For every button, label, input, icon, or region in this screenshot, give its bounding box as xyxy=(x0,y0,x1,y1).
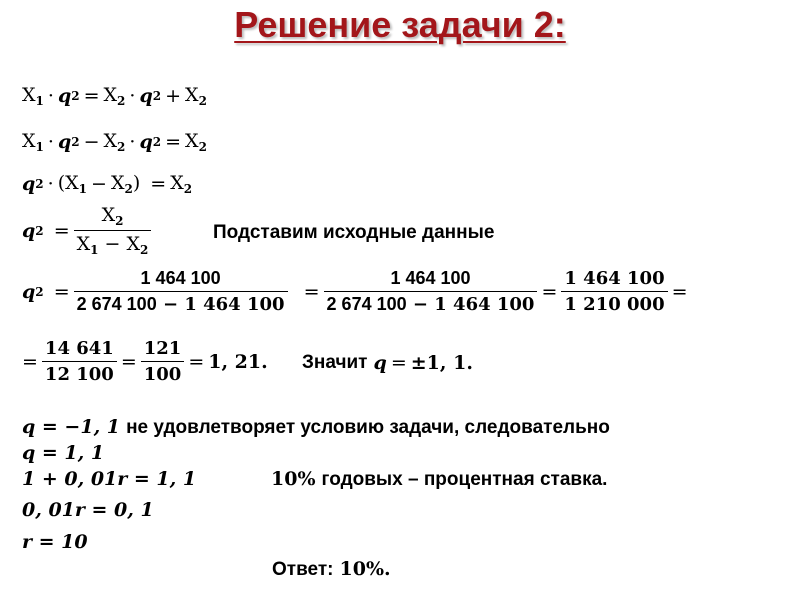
r-equation-1: 0, 01r = 0, 1 xyxy=(22,499,154,521)
reject-line: q = −1, 1 не удовлетворяет условию задачи, следовательно xyxy=(22,416,610,438)
page-title: Решение задачи 2: xyxy=(234,4,566,45)
fraction-1: $\frac{1 464 100}{2 674 100 - 1 464 100}$ xyxy=(74,268,288,315)
q-value-line: q = 1, 1 xyxy=(22,442,105,464)
substitute-note: Подставим исходные данные xyxy=(213,222,495,243)
r-equation-2: r = 10 xyxy=(22,531,88,553)
equation-4: q 2 = $\frac{Х_2}{Х_1 - Х_2}$ xyxy=(22,204,151,257)
equation-3: q 2 · ($Х_1$ − $Х_2$) = $Х_2$ xyxy=(22,172,193,196)
equation-6: = $\frac{14 641}{12 100}$ = $\frac{121}{100}$ = 1, 21. xyxy=(22,338,268,385)
equation-1: $Х_1$ · q 2 = $Х_2$ · q 2 + $Х_2$ xyxy=(22,84,207,108)
fraction-4: $\frac{14 641}{12 100}$ xyxy=(42,338,117,385)
fraction-3: $\frac{1 464 100}{1 210 000}$ xyxy=(561,268,667,315)
answer-line: Ответ: 10%. xyxy=(272,558,391,580)
equation-2: $Х_1$ · q 2 − $Х_2$ · q 2 = $Х_2$ xyxy=(22,130,207,154)
equation-5: q 2 = $\frac{1 464 100}{2 674 100 - 1 464 100}$ = $\frac{1 464 100}{2 674 100 - 1 464 100}$ = $\frac{1 464 100}{1 210 000}$ = xyxy=(22,268,688,315)
rate-result-line: 10% годовых – процентная ставка. xyxy=(271,468,608,490)
therefore-line: Значит q = ±1, 1. xyxy=(302,352,473,374)
fraction-2: $\frac{1 464 100}{2 674 100 - 1 464 100}$ xyxy=(324,268,538,315)
fraction-5: $\frac{121}{100}$ xyxy=(141,338,185,385)
rate-equation-line: 1 + 0, 01r = 1, 1 xyxy=(22,468,197,490)
